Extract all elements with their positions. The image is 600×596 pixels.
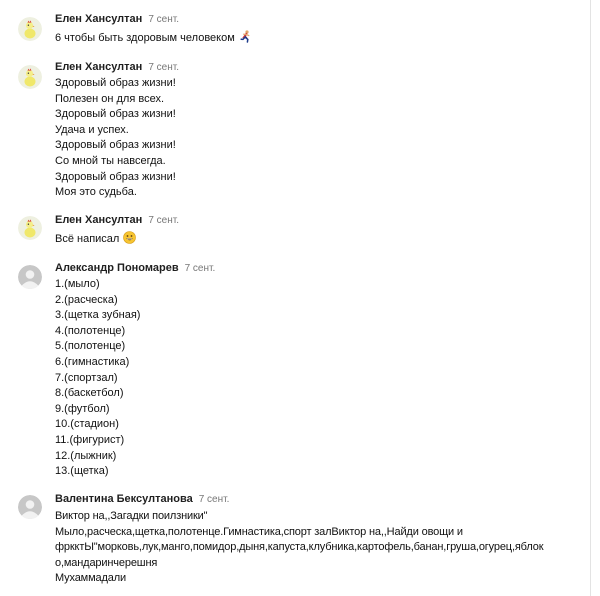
hen-avatar-icon[interactable] (18, 17, 42, 41)
comment-line: 8.(баскетбол) (55, 387, 124, 400)
comment-line: Мыло,расческа,щетка,полотенце.Гимнастика,спорт залВиктор на,,Найди овощи и (55, 525, 463, 538)
hen-avatar-icon[interactable] (18, 216, 42, 240)
comment-item (0, 208, 588, 258)
comment-line: о,мандаринчерешня (55, 556, 158, 569)
hen-avatar-icon[interactable] (18, 65, 42, 89)
default-user-avatar-icon[interactable] (18, 495, 42, 519)
comment-line: Здоровый образ жизни! (55, 108, 176, 121)
comment-date[interactable]: 7 сент. (148, 14, 180, 25)
comment-author[interactable]: Александр Пономарев (55, 262, 179, 274)
comment-item (0, 258, 588, 488)
comment-date[interactable]: 7 сент. (184, 263, 216, 274)
comment-line: Здоровый образ жизни! (55, 77, 176, 89)
comment-line: 2.(расческа) (55, 293, 118, 306)
comment-item (0, 0, 588, 58)
comment-line: 13.(щетка) (55, 465, 109, 478)
comment-line: 5.(полотенце) (55, 340, 126, 353)
comment-item (0, 58, 588, 208)
comment-text (55, 231, 136, 250)
comment-text (55, 76, 176, 201)
comment-line: Удача и успех. (55, 123, 129, 136)
running-person-emoji-icon (239, 30, 252, 49)
comment-line: Моя это судьба. (55, 186, 137, 199)
comment-text (55, 30, 252, 49)
comment-author[interactable]: Елен Хансултан (55, 13, 143, 25)
comment-line: Полезен он для всех. (55, 92, 164, 105)
default-user-avatar-icon[interactable] (18, 265, 42, 289)
comment-line: 9.(футбол) (55, 402, 110, 415)
comment-line: 4.(полотенце) (55, 324, 126, 337)
scroll-area-divider (590, 0, 591, 596)
comment-item (0, 488, 588, 596)
comment-line: 12.(лыжник) (55, 449, 117, 462)
comment-line: 7.(спортзал) (55, 371, 118, 384)
comment-author[interactable]: Валентина Бексултанова (55, 493, 193, 505)
comment-line: 6.(гимнастика) (55, 355, 130, 368)
comment-text (55, 509, 543, 587)
comment-author[interactable]: Елен Хансултан (55, 61, 143, 73)
comment-date[interactable]: 7 сент. (148, 215, 180, 226)
comment-line: 3.(щетка зубная) (55, 309, 141, 322)
comment-line: 1.(мыло) (55, 278, 100, 290)
comment-line: фркктЫ"морковь,лук,манго,помидор,дыня,капуста,клубника,картофель,банан,груша,огурец,яблок (55, 541, 544, 554)
grinning-face-emoji-icon (123, 231, 136, 250)
comment-line: Виктор на,,Загадки поилзники" (55, 510, 208, 522)
comment-date[interactable]: 7 сент. (148, 62, 180, 73)
comment-line: 6 чтобы быть здоровым человеком (55, 30, 252, 49)
comment-line: Здоровый образ жизни! (55, 139, 176, 152)
comment-line: Со мной ты навсегда. (55, 154, 166, 167)
comment-text (55, 277, 140, 480)
comment-date[interactable]: 7 сент. (198, 494, 230, 505)
comment-line: Мухаммадали (55, 572, 126, 585)
comment-line: Всё написал (55, 231, 136, 250)
comment-line: 10.(стадион) (55, 418, 119, 431)
comment-author[interactable]: Елен Хансултан (55, 214, 143, 226)
comment-line: Здоровый образ жизни! (55, 170, 176, 183)
comment-line: 11.(фигурист) (55, 433, 125, 446)
